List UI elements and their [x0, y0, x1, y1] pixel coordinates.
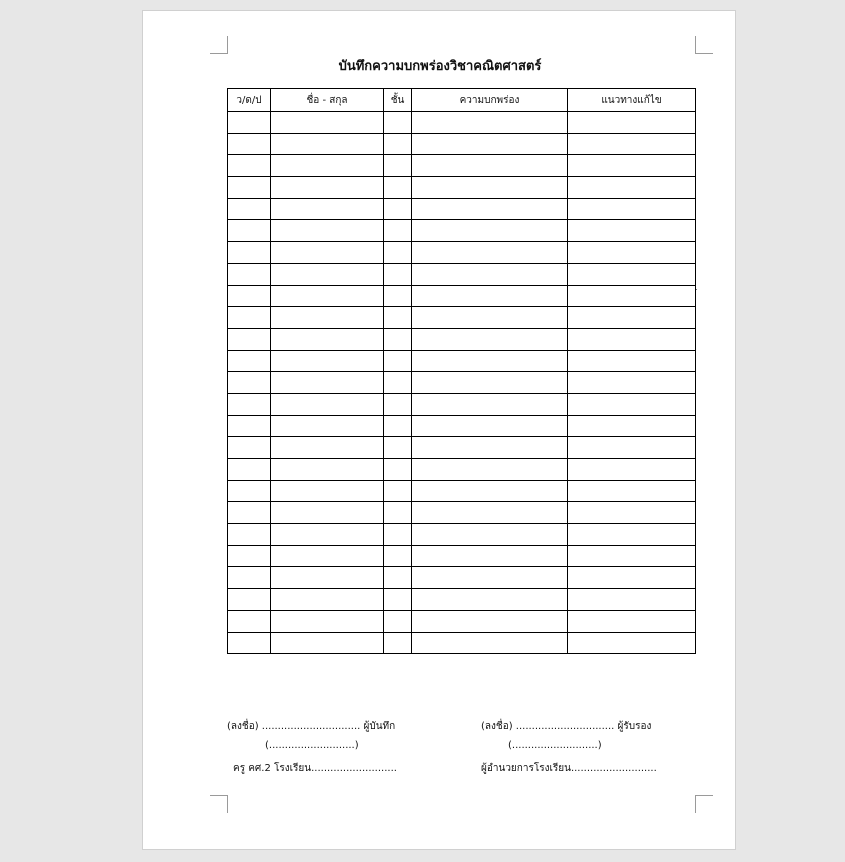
recorder-signature-line: (ลงชื่อ) ............................... ผู้บันทึก: [227, 721, 396, 732]
class-cell: [384, 220, 412, 242]
header-name: ชื่อ - สกุล: [271, 89, 384, 112]
name-cell: [271, 524, 384, 546]
name-cell: [271, 610, 384, 632]
date-cell: [228, 459, 271, 481]
table-row: [228, 133, 696, 155]
class-cell: [384, 263, 412, 285]
name-cell: [271, 307, 384, 329]
solution-cell: [568, 155, 696, 177]
name-cell: [271, 155, 384, 177]
name-cell: [271, 242, 384, 264]
deficiency-cell: [412, 198, 568, 220]
table-body: [228, 112, 696, 654]
header-deficiency: ความบกพร่อง: [412, 89, 568, 112]
class-cell: [384, 459, 412, 481]
table-row: [228, 263, 696, 285]
table-row: [228, 437, 696, 459]
header-solution: แนวทางแก้ไข: [568, 89, 696, 112]
name-cell: [271, 415, 384, 437]
date-cell: [228, 285, 271, 307]
solution-cell: [568, 415, 696, 437]
date-cell: [228, 307, 271, 329]
name-cell: [271, 220, 384, 242]
header-date: ว/ด/ป: [228, 89, 271, 112]
name-cell: [271, 350, 384, 372]
deficiency-cell: [412, 610, 568, 632]
solution-cell: [568, 437, 696, 459]
solution-cell: [568, 242, 696, 264]
recorder-name-line: (...........................): [265, 740, 359, 751]
solution-cell: [568, 502, 696, 524]
table-row: [228, 459, 696, 481]
solution-cell: [568, 198, 696, 220]
crop-mark-top-right: [695, 36, 713, 54]
deficiency-cell: [412, 177, 568, 199]
name-cell: [271, 393, 384, 415]
deficiency-cell: [412, 524, 568, 546]
solution-cell: [568, 372, 696, 394]
date-cell: [228, 502, 271, 524]
date-cell: [228, 242, 271, 264]
class-cell: [384, 198, 412, 220]
date-cell: [228, 350, 271, 372]
certifier-position-line: ผู้อำนวยการโรงเรียน...........................: [481, 763, 657, 774]
deficiency-cell: [412, 545, 568, 567]
date-cell: [228, 220, 271, 242]
class-cell: [384, 480, 412, 502]
deficiency-cell: [412, 459, 568, 481]
deficiency-cell: [412, 263, 568, 285]
solution-cell: [568, 285, 696, 307]
date-cell: [228, 589, 271, 611]
date-cell: [228, 480, 271, 502]
table-row: [228, 307, 696, 329]
class-cell: [384, 610, 412, 632]
solution-cell: [568, 632, 696, 654]
deficiency-cell: [412, 350, 568, 372]
solution-cell: [568, 220, 696, 242]
deficiency-cell: [412, 285, 568, 307]
name-cell: [271, 459, 384, 481]
class-cell: [384, 415, 412, 437]
certifier-name-line: (...........................): [508, 740, 602, 751]
name-cell: [271, 480, 384, 502]
deficiency-cell: [412, 415, 568, 437]
solution-cell: [568, 459, 696, 481]
date-cell: [228, 524, 271, 546]
deficiency-cell: [412, 220, 568, 242]
class-cell: [384, 285, 412, 307]
deficiency-cell: [412, 155, 568, 177]
table-row: [228, 242, 696, 264]
date-cell: [228, 610, 271, 632]
deficiency-cell: [412, 589, 568, 611]
name-cell: [271, 285, 384, 307]
table-row: [228, 393, 696, 415]
crop-mark-bottom-right: [695, 795, 713, 813]
table-row: [228, 112, 696, 134]
solution-cell: [568, 524, 696, 546]
deficiency-cell: [412, 112, 568, 134]
date-cell: [228, 372, 271, 394]
table-row: [228, 328, 696, 350]
class-cell: [384, 393, 412, 415]
table-row: [228, 177, 696, 199]
table-row: [228, 415, 696, 437]
name-cell: [271, 502, 384, 524]
class-cell: [384, 589, 412, 611]
class-cell: [384, 524, 412, 546]
date-cell: [228, 437, 271, 459]
deficiency-cell: [412, 480, 568, 502]
crop-mark-bottom-left: [210, 795, 228, 813]
deficiency-cell: [412, 328, 568, 350]
name-cell: [271, 632, 384, 654]
solution-cell: [568, 350, 696, 372]
table-row: [228, 220, 696, 242]
class-cell: [384, 242, 412, 264]
crop-mark-top-left: [210, 36, 228, 54]
class-cell: [384, 328, 412, 350]
header-class: ชั้น: [384, 89, 412, 112]
solution-cell: [568, 177, 696, 199]
class-cell: [384, 437, 412, 459]
name-cell: [271, 177, 384, 199]
date-cell: [228, 133, 271, 155]
name-cell: [271, 263, 384, 285]
name-cell: [271, 198, 384, 220]
document-page: [142, 10, 736, 850]
deficiency-cell: [412, 242, 568, 264]
date-cell: [228, 632, 271, 654]
table-row: [228, 524, 696, 546]
table-row: [228, 632, 696, 654]
solution-cell: [568, 393, 696, 415]
table-row: [228, 545, 696, 567]
table-row: [228, 502, 696, 524]
recorder-position-line: ครู คศ.2 โรงเรียน...........................: [233, 763, 397, 774]
solution-cell: [568, 307, 696, 329]
solution-cell: [568, 545, 696, 567]
table-row: [228, 589, 696, 611]
table-header-row: [228, 89, 696, 112]
date-cell: [228, 263, 271, 285]
date-cell: [228, 155, 271, 177]
solution-cell: [568, 133, 696, 155]
solution-cell: [568, 480, 696, 502]
deficiency-cell: [412, 437, 568, 459]
solution-cell: [568, 263, 696, 285]
class-cell: [384, 112, 412, 134]
table-row: [228, 610, 696, 632]
solution-cell: [568, 610, 696, 632]
solution-cell: [568, 328, 696, 350]
class-cell: [384, 177, 412, 199]
document-title: บันทึกความบกพร่องวิชาคณิตศาสตร์: [338, 59, 542, 74]
solution-cell: [568, 567, 696, 589]
class-cell: [384, 350, 412, 372]
deficiency-cell: [412, 567, 568, 589]
class-cell: [384, 133, 412, 155]
deficiency-cell: [412, 372, 568, 394]
name-cell: [271, 328, 384, 350]
name-cell: [271, 133, 384, 155]
name-cell: [271, 372, 384, 394]
deficiency-cell: [412, 393, 568, 415]
table-row: [228, 285, 696, 307]
date-cell: [228, 545, 271, 567]
date-cell: [228, 567, 271, 589]
date-cell: [228, 177, 271, 199]
class-cell: [384, 632, 412, 654]
name-cell: [271, 567, 384, 589]
date-cell: [228, 328, 271, 350]
solution-cell: [568, 589, 696, 611]
name-cell: [271, 437, 384, 459]
certifier-signature-line: (ลงชื่อ) ............................... ผู้รับรอง: [481, 721, 652, 732]
table-row: [228, 372, 696, 394]
table-row: [228, 350, 696, 372]
deficiency-cell: [412, 632, 568, 654]
class-cell: [384, 372, 412, 394]
class-cell: [384, 567, 412, 589]
deficiency-cell: [412, 133, 568, 155]
date-cell: [228, 198, 271, 220]
table-row: [228, 198, 696, 220]
name-cell: [271, 589, 384, 611]
deficiency-cell: [412, 502, 568, 524]
date-cell: [228, 393, 271, 415]
name-cell: [271, 112, 384, 134]
solution-cell: [568, 112, 696, 134]
class-cell: [384, 502, 412, 524]
name-cell: [271, 545, 384, 567]
table-row: [228, 155, 696, 177]
table-row: [228, 567, 696, 589]
class-cell: [384, 155, 412, 177]
date-cell: [228, 112, 271, 134]
class-cell: [384, 307, 412, 329]
class-cell: [384, 545, 412, 567]
deficiency-cell: [412, 307, 568, 329]
record-table: [227, 88, 696, 654]
table-row: [228, 480, 696, 502]
date-cell: [228, 415, 271, 437]
